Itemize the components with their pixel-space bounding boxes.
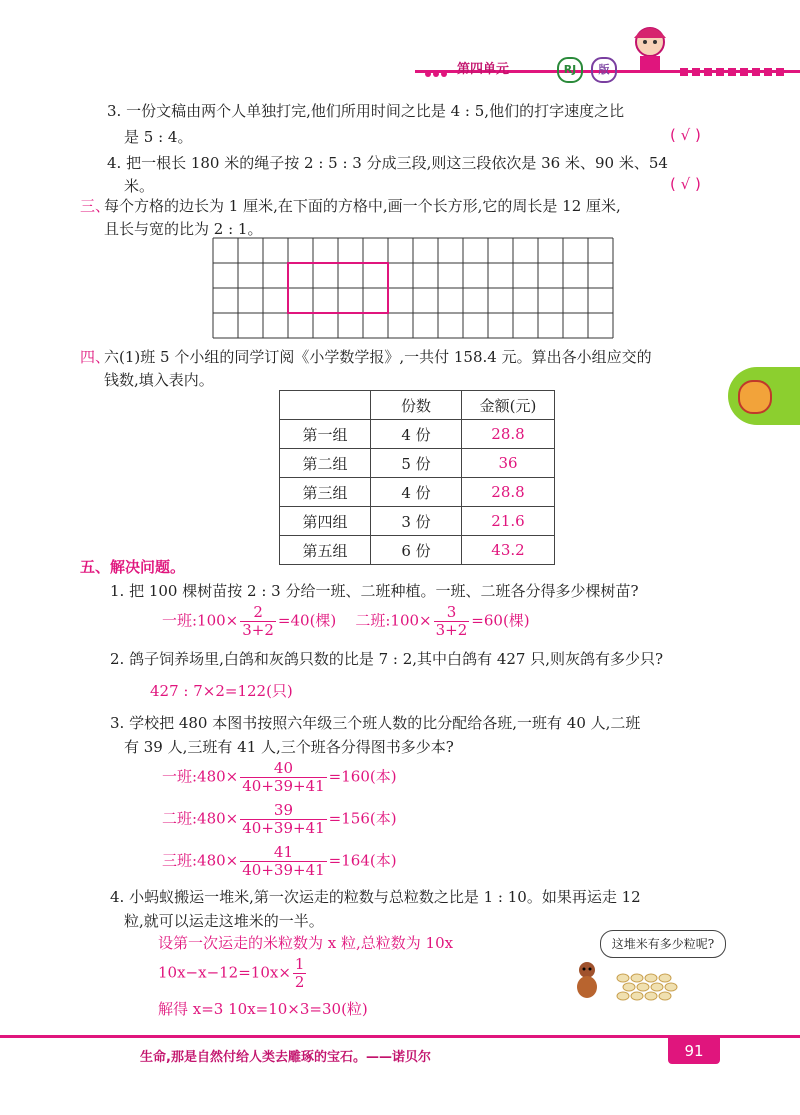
fraction-denominator: 40+39+41 [242, 861, 325, 879]
p1-a1-fraction [240, 604, 276, 639]
p3-a3-fraction [240, 844, 326, 879]
mascot-face-icon [738, 380, 772, 414]
subscription-table [279, 390, 555, 565]
group-cell: 第四组 [280, 507, 371, 536]
p3-a2-pre: 二班:480× [162, 809, 239, 828]
p1-question: 1. 把 100 棵树苗按 2 : 3 分给一班、二班种植。一班、二班各分得多少棵树苗? [110, 582, 639, 600]
p3-question-line1: 3. 学校把 480 本图书按照六年级三个班人数的比分配给各班,一班有 40 人,二班 [110, 714, 641, 732]
rj-badge: RJ [557, 57, 583, 83]
section3-line1: 每个方格的边长为 1 厘米,在下面的方格中,画一个长方形,它的周长是 12 厘米, [104, 197, 621, 215]
p4-a2-fraction [293, 956, 307, 991]
q3-line2: 是 5 : 4。 [124, 128, 193, 146]
section4-number: 四、 [80, 348, 111, 366]
copies-cell: 6 份 [371, 536, 462, 565]
group-cell: 第三组 [280, 478, 371, 507]
fraction-numerator: 39 [240, 802, 326, 820]
section3-number: 三、 [80, 197, 111, 215]
p3-a3-pre: 三班:480× [162, 851, 239, 870]
p4-answer-1: 设第一次运走的米粒数为 x 粒,总粒数为 10x [158, 934, 454, 952]
fraction-numerator: 1 [294, 955, 305, 973]
ant-icon [570, 960, 604, 1000]
p3-a3-post: =164(本) [328, 851, 397, 870]
table-row [280, 536, 555, 565]
fraction-denominator: 40+39+41 [242, 777, 325, 795]
fraction-numerator: 3 [434, 604, 470, 622]
p4-answer-2 [158, 956, 308, 991]
p1-answer [162, 604, 530, 639]
fraction-numerator: 41 [240, 844, 326, 862]
p3-a2-fraction [240, 802, 326, 837]
table-row [280, 507, 555, 536]
page-number: 91 [668, 1038, 720, 1064]
p3-a1-fraction [240, 760, 326, 795]
amount-cell: 28.8 [462, 478, 555, 507]
section4-line1: 六(1)班 5 个小组的同学订阅《小学数学报》,一共付 158.4 元。算出各小组应交的 [104, 348, 652, 366]
p4-answer-3: 解得 x=3 10x=10×3=30(粒) [158, 1000, 368, 1018]
p4-question-line2: 粒,就可以运走这堆米的一半。 [124, 912, 324, 930]
p2-answer: 427 : 7×2=122(只) [150, 682, 293, 700]
table-row [280, 449, 555, 478]
table-header: 金额(元) [462, 391, 555, 420]
copies-cell: 5 份 [371, 449, 462, 478]
q4-line1: 4. 把一根长 180 米的绳子按 2 : 5 : 3 分成三段,则这三段依次是 36 米、90 米、54 [107, 154, 668, 172]
p4-a2-pre: 10x−x−12=10x× [158, 963, 291, 982]
amount-cell: 28.8 [462, 420, 555, 449]
p3-question-line2: 有 39 人,三班有 41 人,三个班各分得图书多少本? [124, 738, 454, 756]
p3-answer-3 [162, 844, 397, 879]
q3-line1: 3. 一份文稿由两个人单独打完,他们所用时间之比是 4 : 5,他们的打字速度之比 [107, 102, 625, 120]
q4-answer-mark: ( √ ) [670, 175, 701, 193]
amount-cell: 21.6 [462, 507, 555, 536]
fraction-numerator: 40 [240, 760, 326, 778]
footer-quote: 生命,那是自然付给人类去雕琢的宝石。——诺贝尔 [140, 1050, 431, 1065]
group-cell: 第一组 [280, 420, 371, 449]
header-dots [425, 63, 449, 81]
p1-a1-post: =40(棵) [277, 611, 337, 630]
fraction-denominator: 3+2 [435, 621, 468, 639]
fraction-denominator: 2 [294, 973, 305, 991]
header-checker-pattern [680, 62, 788, 80]
table-row [280, 420, 555, 449]
p3-answer-2 [162, 802, 397, 837]
p1-a2-pre: 二班:100× [355, 611, 432, 630]
cartoon-girl-icon [620, 20, 680, 75]
speech-bubble: 这堆米有多少粒呢? [600, 930, 726, 958]
section4-line2: 钱数,填入表内。 [104, 371, 214, 389]
p2-question: 2. 鸽子饲养场里,白鸽和灰鸽只数的比是 7 : 2,其中白鸽有 427 只,则灰鸽有多少只? [110, 650, 664, 668]
rice-pile-icon [615, 970, 685, 1002]
p1-a2-post: =60(棵) [471, 611, 530, 630]
amount-cell: 43.2 [462, 536, 555, 565]
fraction-denominator: 40+39+41 [242, 819, 325, 837]
copies-cell: 4 份 [371, 420, 462, 449]
fraction-numerator: 2 [240, 604, 276, 622]
table-header [280, 391, 371, 420]
p3-a2-post: =156(本) [328, 809, 397, 828]
section3-line2: 且长与宽的比为 2 : 1。 [104, 220, 263, 238]
group-cell: 第五组 [280, 536, 371, 565]
amount-cell: 36 [462, 449, 555, 478]
group-cell: 第二组 [280, 449, 371, 478]
q4-line2: 米。 [124, 177, 155, 195]
unit-title: 第四单元 [457, 62, 510, 77]
copies-cell: 4 份 [371, 478, 462, 507]
table-row [280, 478, 555, 507]
square-grid [212, 237, 614, 339]
p4-question-line1: 4. 小蚂蚁搬运一堆米,第一次运走的粒数与总粒数之比是 1 : 10。如果再运走 12 [110, 888, 641, 906]
q3-answer-mark: ( √ ) [670, 126, 701, 144]
p3-a1-pre: 一班:480× [162, 767, 239, 786]
p1-a2-fraction [434, 604, 470, 639]
p1-a1-pre: 一班:100× [162, 611, 239, 630]
table-header-row [280, 391, 555, 420]
p3-a1-post: =160(本) [328, 767, 397, 786]
section5-title: 五、解决问题。 [80, 558, 186, 576]
p3-answer-1 [162, 760, 397, 795]
copies-cell: 3 份 [371, 507, 462, 536]
table-header: 份数 [371, 391, 462, 420]
fraction-denominator: 3+2 [242, 621, 274, 639]
edition-badge: 版 [591, 57, 617, 83]
